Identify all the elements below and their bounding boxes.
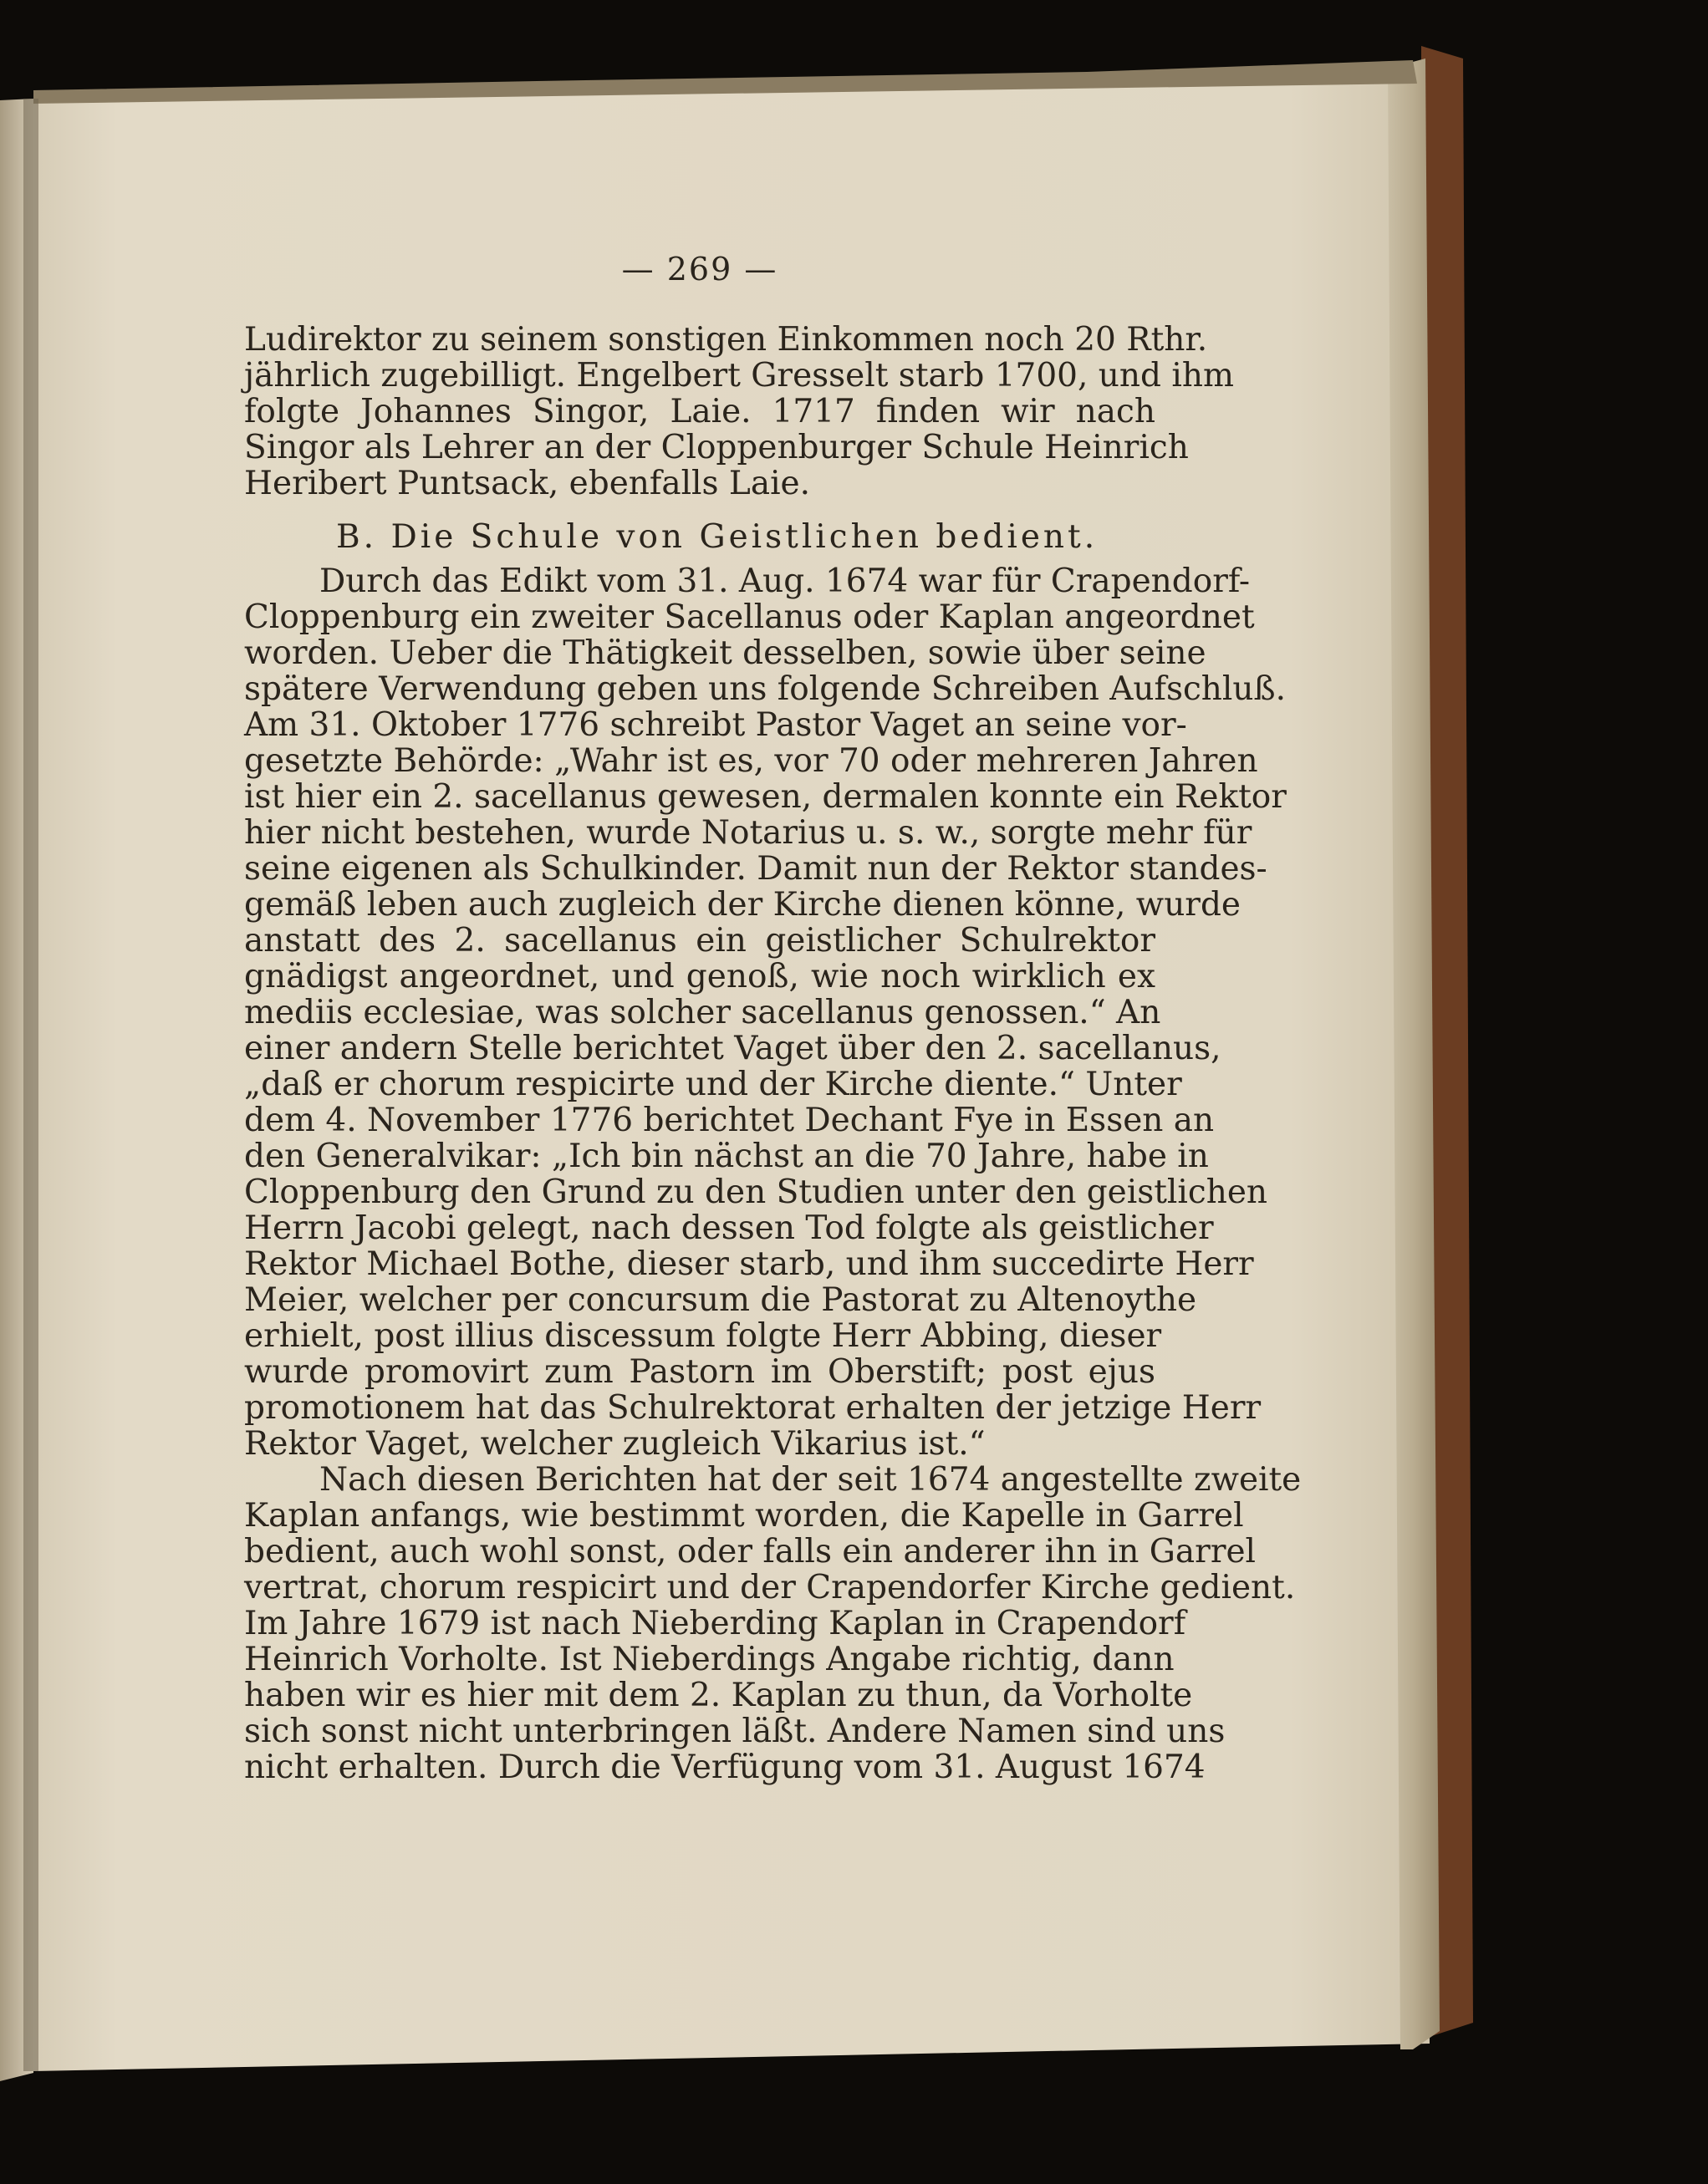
paragraph-3	[244, 1461, 1302, 1786]
text-line: promotionem hat das Schulrektorat erhalten der jetzige Herr	[244, 1389, 1262, 1427]
text-line: Im Jahre 1679 ist nach Nieberding Kaplan in Crapendorf	[244, 1605, 1186, 1642]
text-line: seine eigenen als Schulkinder. Damit nun der Rektor standes-	[244, 850, 1267, 888]
text-line: einer andern Stelle berichtet Vaget über den 2. sacellanus,	[244, 1030, 1221, 1067]
text-line: vertrat, chorum respicirt und der Crapendorfer Kirche gedient.	[244, 1569, 1296, 1606]
text-line: spätere Verwendung geben uns folgende Schreiben Aufschluß.	[244, 670, 1286, 708]
text-line: folgte Johannes Singor, Laie. 1717 finden wir nach	[244, 393, 1155, 430]
text-line: dem 4. November 1776 berichtet Dechant Fye in Essen an	[244, 1102, 1215, 1139]
text-line: gnädigst angeordnet, und genoß, wie noch wirklich ex	[244, 958, 1155, 995]
text-line: Singor als Lehrer an der Cloppenburger Schule Heinrich	[244, 429, 1189, 466]
paragraph-2	[244, 563, 1287, 1463]
text-line: Herrn Jacobi gelegt, nach dessen Tod folgte als geistlicher	[244, 1209, 1214, 1247]
text-line: ist hier ein 2. sacellanus gewesen, dermalen konnte ein Rektor	[244, 778, 1287, 816]
text-line: hier nicht bestehen, wurde Notarius u. s. w., sorgte mehr für	[244, 814, 1252, 852]
text-line: Nach diesen Berichten hat der seit 1674 angestellte zweite	[319, 1461, 1302, 1499]
text-line: Meier, welcher per concursum die Pastorat zu Altenoythe	[244, 1281, 1197, 1319]
text-line: Heinrich Vorholte. Ist Nieberdings Angabe richtig, dann	[244, 1641, 1175, 1678]
text-line: anstatt des 2. sacellanus ein geistlicher Schulrektor	[244, 922, 1155, 960]
text-line: bedient, auch wohl sonst, oder falls ein anderer ihn in Garrel	[244, 1533, 1257, 1571]
text-line: Heribert Puntsack, ebenfalls Laie.	[244, 465, 811, 502]
text-line: jährlich zugebilligt. Engelbert Gresselt starb 1700, und ihm	[244, 357, 1234, 395]
page-text	[244, 251, 1302, 1786]
text-line: Rektor Vaget, welcher zugleich Vikarius ist.“	[244, 1425, 986, 1463]
text-line: den Generalvikar: „Ich bin nächst an die 70 Jahre, habe in	[244, 1138, 1209, 1175]
text-line: „daß er chorum respicirte und der Kirche diente.“ Unter	[244, 1066, 1182, 1103]
gutter-shadow	[23, 99, 38, 2071]
text-line: haben wir es hier mit dem 2. Kaplan zu thun, da Vorholte	[244, 1677, 1193, 1714]
page-number: — 269 —	[621, 251, 778, 288]
section-heading: B. Die Schule von Geistlichen bedient.	[336, 518, 1099, 556]
text-line: sich sonst nicht unterbringen läßt. Andere Namen sind uns	[244, 1713, 1226, 1750]
text-line: Durch das Edikt vom 31. Aug. 1674 war für Crapendorf-	[319, 563, 1251, 600]
text-line: wurde promovirt zum Pastorn im Oberstift; post ejus	[244, 1353, 1155, 1391]
text-line: Kaplan anfangs, wie bestimmt worden, die Kapelle in Garrel	[244, 1497, 1244, 1535]
text-line: Cloppenburg ein zweiter Sacellanus oder Kaplan angeordnet	[244, 598, 1255, 636]
text-line: worden. Ueber die Thätigkeit desselben, sowie über seine	[244, 634, 1206, 672]
text-line: gesetzte Behörde: „Wahr ist es, vor 70 oder mehreren Jahren	[244, 742, 1258, 780]
text-line: Ludirektor zu seinem sonstigen Einkommen noch 20 Rthr.	[244, 321, 1208, 359]
text-line: mediis ecclesiae, was solcher sacellanus genossen.“ An	[244, 994, 1161, 1031]
text-line: Rektor Michael Bothe, dieser starb, und ihm succedirte Herr	[244, 1245, 1254, 1283]
text-line: Am 31. Oktober 1776 schreibt Pastor Vaget an seine vor-	[244, 706, 1187, 744]
text-line: Cloppenburg den Grund zu den Studien unter den geistlichen	[244, 1173, 1268, 1211]
text-line: erhielt, post illius discessum folgte Herr Abbing, dieser	[244, 1317, 1162, 1355]
paragraph-1	[244, 321, 1234, 502]
text-line: nicht erhalten. Durch die Verfügung vom 31. August 1674	[244, 1749, 1206, 1786]
text-line: gemäß leben auch zugleich der Kirche dienen könne, wurde	[244, 886, 1241, 924]
